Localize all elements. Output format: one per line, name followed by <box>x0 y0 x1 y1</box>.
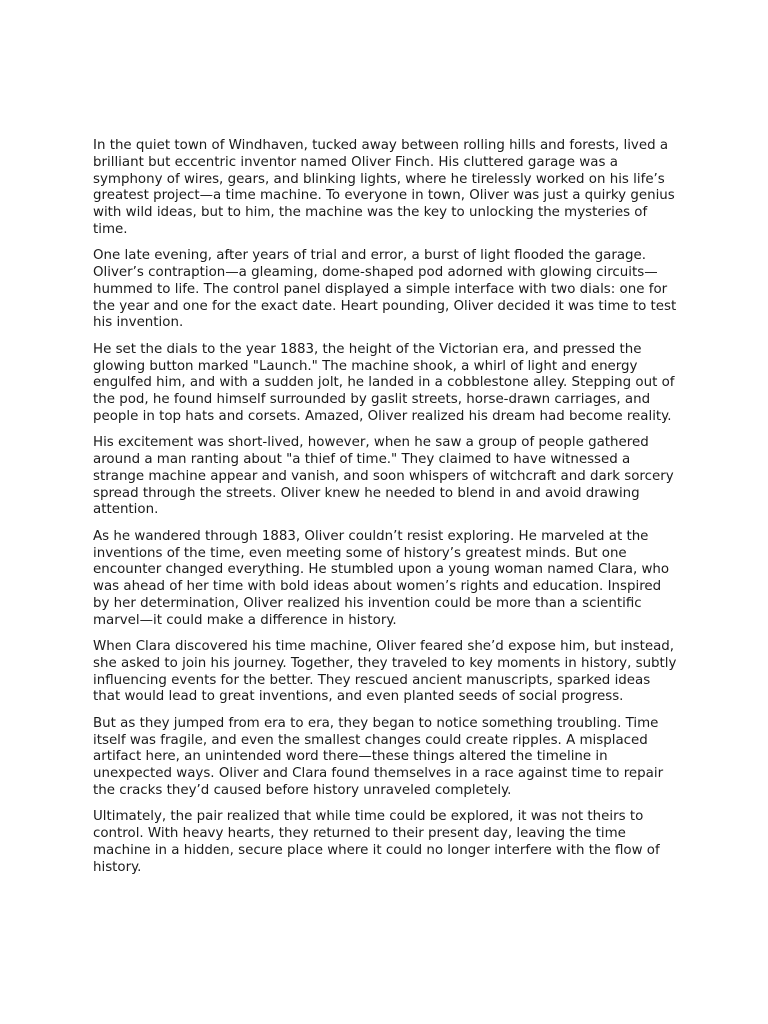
document-body <box>93 138 679 886</box>
paragraph-5: As he wandered through 1883, Oliver couldn’t resist exploring. He marveled at the inventions of the time, even meeting some of history’s greatest minds. But one encounter changed everything. He stumbled upon a young woman named Clara, who was ahead of her time with bold ideas about women’s rights and education. Inspired by her determination, Oliver realized his invention could be more than a scientific marvel—it could make a difference in history. <box>93 528 670 628</box>
paragraph-2: One late evening, after years of trial and error, a burst of light flooded the garage. Oliver’s contraption—a gleaming, dome-shaped pod adorned with glowing circuits—hummed to life. The control panel displayed a simple interface with two dials: one for the year and one for the exact date. Heart pounding, Oliver decided it was time to test his invention. <box>93 248 677 331</box>
paragraph-3: He set the dials to the year 1883, the height of the Victorian era, and pressed the glowing button marked "Launch." The machine shook, a whirl of light and energy engulfed him, and with a sudden jolt, he landed in a cobblestone alley. Stepping out of the pod, he found himself surrounded by gaslit streets, horse-drawn carriages, and people in top hats and corsets. Amazed, Oliver realized his dream had become reality. <box>93 341 675 424</box>
paragraph-1: In the quiet town of Windhaven, tucked away between rolling hills and forests, lived a brilliant but eccentric inventor named Oliver Finch. His cluttered garage was a symphony of wires, gears, and blinking lights, where he tirelessly worked on his life’s greatest project—a time machine. To everyone in town, Oliver was just a quirky genius with wild ideas, but to him, the machine was the key to unlocking the mysteries of time. <box>93 138 675 237</box>
paragraph-4: His excitement was short-lived, however, when he saw a group of people gathered around a man ranting about "a thief of time." They claimed to have witnessed a strange machine appear and vanish, and soon whispers of witchcraft and dark sorcery spread through the streets. Oliver knew he needed to blend in and avoid drawing attention. <box>93 435 674 518</box>
paragraph-7: But as they jumped from era to era, they began to notice something troubling. Time itself was fragile, and even the smallest changes could create ripples. A misplaced artifact here, an unintended word there—these things altered the timeline in unexpected ways. Oliver and Clara found themselves in a race against time to repair the cracks they’d caused before history unraveled completely. <box>93 715 664 798</box>
paragraph-8: Ultimately, the pair realized that while time could be explored, it was not theirs to control. With heavy hearts, they returned to their present day, leaving the time machine in a hidden, secure place where it could no longer interfere with the flow of history. <box>93 809 660 875</box>
paragraph-6: When Clara discovered his time machine, Oliver feared she’d expose him, but instead, she asked to join his journey. Together, they traveled to key moments in history, subtly influencing events for the better. They rescued ancient manuscripts, sparked ideas that would lead to great inventions, and even planted seeds of social progress. <box>93 639 677 705</box>
